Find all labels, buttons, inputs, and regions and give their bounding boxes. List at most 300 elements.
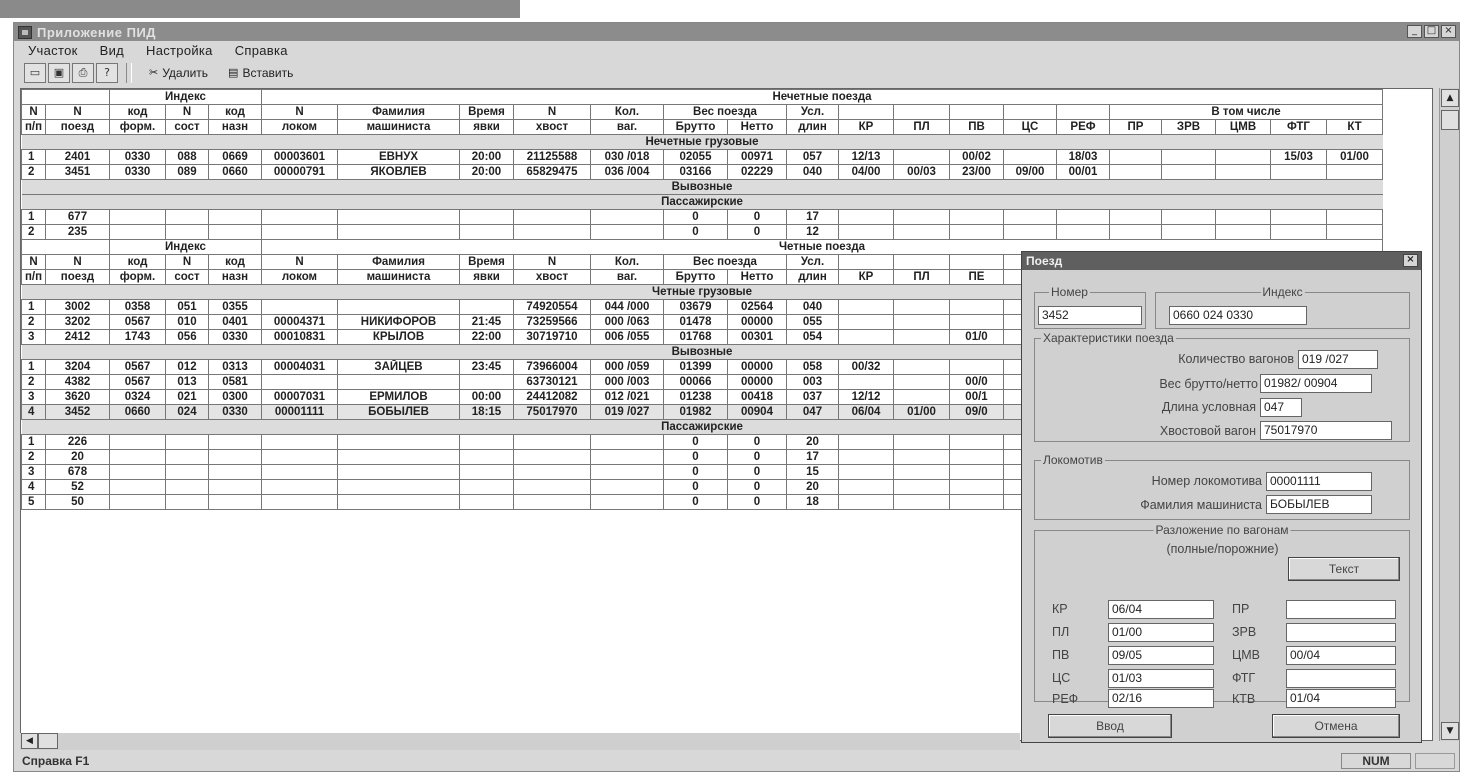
grid-cell[interactable]: 019 /027 <box>591 405 664 420</box>
header-cell[interactable]: N <box>166 105 209 120</box>
grid-cell[interactable] <box>894 375 950 390</box>
header-cell[interactable]: длин <box>787 270 839 285</box>
cs-field[interactable]: 01/03 <box>1108 669 1214 688</box>
grid-cell[interactable]: 1 <box>22 210 46 225</box>
open-icon[interactable]: ▭ <box>24 63 46 83</box>
grid-cell[interactable]: 030 /018 <box>591 150 664 165</box>
grid-cell[interactable] <box>110 435 166 450</box>
grid-cell[interactable] <box>839 315 894 330</box>
grid-cell[interactable]: 021 <box>166 390 209 405</box>
minimize-button[interactable]: _ <box>1407 25 1422 38</box>
header-cell[interactable]: явки <box>460 120 514 135</box>
grid-cell[interactable]: 3002 <box>46 300 110 315</box>
grid-cell[interactable] <box>894 360 950 375</box>
grid-cell[interactable] <box>950 435 1004 450</box>
header-cell[interactable]: КР <box>839 120 894 135</box>
grid-cell[interactable]: 22:00 <box>460 330 514 345</box>
section-title[interactable]: Нечетные грузовые <box>22 135 1383 150</box>
grid-cell[interactable] <box>166 210 209 225</box>
header-cell[interactable]: ПЕ <box>950 270 1004 285</box>
header-cell[interactable]: локом <box>262 120 338 135</box>
grid-cell[interactable] <box>1057 210 1110 225</box>
header-cell[interactable]: N <box>22 255 46 270</box>
grid-cell[interactable]: 5 <box>22 495 46 510</box>
header-cell[interactable]: N <box>166 255 209 270</box>
pl-field[interactable]: 01/00 <box>1108 623 1214 642</box>
grid-cell[interactable]: 0401 <box>209 315 262 330</box>
grid-cell[interactable] <box>110 225 166 240</box>
grid-cell[interactable]: 00000 <box>728 375 787 390</box>
grid-cell[interactable] <box>1216 210 1271 225</box>
grid-cell[interactable] <box>839 450 894 465</box>
menu-spravka[interactable]: Справка <box>234 42 288 58</box>
grid-cell[interactable]: 054 <box>787 330 839 345</box>
header-cell[interactable] <box>22 90 110 105</box>
grid-cell[interactable]: 0 <box>728 225 787 240</box>
grid-cell[interactable] <box>839 435 894 450</box>
grid-cell[interactable]: 0 <box>728 465 787 480</box>
grid-cell[interactable]: 0330 <box>209 330 262 345</box>
grid-cell[interactable]: 00/1 <box>950 390 1004 405</box>
grid-cell[interactable]: 012 <box>166 360 209 375</box>
header-cell[interactable]: Фамилия <box>338 255 460 270</box>
grid-cell[interactable]: 0 <box>664 495 728 510</box>
grid-cell[interactable]: 0355 <box>209 300 262 315</box>
grid-cell[interactable]: 003 <box>787 375 839 390</box>
grid-cell[interactable]: 01/00 <box>894 405 950 420</box>
grid-cell[interactable] <box>894 450 950 465</box>
grid-cell[interactable] <box>514 435 591 450</box>
header-cell[interactable]: N <box>262 105 338 120</box>
grid-cell[interactable]: 0 <box>664 480 728 495</box>
driver-field[interactable]: БОБЫЛЕВ <box>1266 495 1372 514</box>
header-cell[interactable]: п/п <box>22 120 46 135</box>
header-cell[interactable]: машиниста <box>338 270 460 285</box>
grid-cell[interactable]: 12/12 <box>839 390 894 405</box>
grid-cell[interactable] <box>1110 210 1162 225</box>
scroll-thumb[interactable] <box>1441 110 1459 130</box>
ref-field[interactable]: 02/16 <box>1108 689 1214 708</box>
header-cell[interactable]: N <box>262 255 338 270</box>
ftg-field[interactable] <box>1286 669 1396 688</box>
grid-cell[interactable]: 20:00 <box>460 165 514 180</box>
grid-cell[interactable] <box>338 495 460 510</box>
header-cell[interactable]: ЗРВ <box>1162 120 1216 135</box>
grid-cell[interactable] <box>166 465 209 480</box>
grid-cell[interactable]: 036 /004 <box>591 165 664 180</box>
header-cell[interactable]: Нетто <box>728 120 787 135</box>
grid-cell[interactable]: 3 <box>22 330 46 345</box>
header-cell[interactable] <box>839 255 894 270</box>
grid-cell[interactable]: 00004371 <box>262 315 338 330</box>
header-cell[interactable]: ФТГ <box>1271 120 1327 135</box>
section-title[interactable]: Пассажирские <box>22 420 1383 435</box>
grid-cell[interactable]: 677 <box>46 210 110 225</box>
header-cell[interactable]: Вес поезда <box>664 255 787 270</box>
grid-cell[interactable] <box>894 390 950 405</box>
grid-cell[interactable]: 0324 <box>110 390 166 405</box>
section-title[interactable]: Пассажирские <box>22 195 1383 210</box>
grid-cell[interactable]: НИКИФОРОВ <box>338 315 460 330</box>
grid-cell[interactable] <box>262 495 338 510</box>
grid-cell[interactable] <box>460 210 514 225</box>
grid-cell[interactable]: 20 <box>46 450 110 465</box>
header-cell[interactable]: код <box>110 255 166 270</box>
grid-cell[interactable] <box>950 360 1004 375</box>
grid-cell[interactable]: 0300 <box>209 390 262 405</box>
resize-grip[interactable] <box>1415 753 1455 769</box>
grid-cell[interactable] <box>262 450 338 465</box>
header-cell[interactable]: N <box>46 105 110 120</box>
grid-cell[interactable] <box>209 210 262 225</box>
grid-cell[interactable]: 0669 <box>209 150 262 165</box>
grid-cell[interactable]: 00007031 <box>262 390 338 405</box>
text-button[interactable]: Текст <box>1288 557 1400 581</box>
grid-cell[interactable] <box>1162 165 1216 180</box>
grid-cell[interactable] <box>894 465 950 480</box>
grid-cell[interactable] <box>950 480 1004 495</box>
grid-cell[interactable]: 047 <box>787 405 839 420</box>
grid-cell[interactable]: 20:00 <box>460 150 514 165</box>
grid-cell[interactable]: 0 <box>728 435 787 450</box>
grid-cell[interactable]: 20 <box>787 435 839 450</box>
grid-cell[interactable] <box>209 465 262 480</box>
menu-vid[interactable]: Вид <box>99 42 125 58</box>
grid-cell[interactable] <box>209 225 262 240</box>
menu-uchastok[interactable]: Участок <box>28 42 78 58</box>
grid-cell[interactable]: 20 <box>787 480 839 495</box>
grid-cell[interactable]: 21:45 <box>460 315 514 330</box>
grid-cell[interactable] <box>262 300 338 315</box>
grid-cell[interactable]: 1 <box>22 360 46 375</box>
grid-cell[interactable] <box>262 465 338 480</box>
grid-cell[interactable] <box>894 300 950 315</box>
grid-cell[interactable]: 006 /055 <box>591 330 664 345</box>
grid-cell[interactable]: ЗАЙЦЕВ <box>338 360 460 375</box>
grid-cell[interactable] <box>1327 165 1383 180</box>
grid-cell[interactable] <box>166 435 209 450</box>
length-field[interactable]: 047 <box>1260 398 1302 417</box>
grid-cell[interactable] <box>262 210 338 225</box>
section-title[interactable]: Четные грузовые <box>22 285 1383 300</box>
grid-cell[interactable] <box>894 435 950 450</box>
grid-cell[interactable] <box>591 480 664 495</box>
grid-cell[interactable]: 678 <box>46 465 110 480</box>
grid-cell[interactable] <box>166 495 209 510</box>
grid-cell[interactable] <box>894 225 950 240</box>
grid-cell[interactable] <box>950 450 1004 465</box>
grid-cell[interactable] <box>460 495 514 510</box>
vertical-scrollbar[interactable] <box>1439 88 1459 741</box>
grid-cell[interactable]: 00904 <box>728 405 787 420</box>
grid-cell[interactable] <box>338 480 460 495</box>
grid-cell[interactable]: 00/32 <box>839 360 894 375</box>
grid-cell[interactable]: 00/03 <box>894 165 950 180</box>
grid-cell[interactable]: 23:45 <box>460 360 514 375</box>
header-cell[interactable]: локом <box>262 270 338 285</box>
grid-cell[interactable]: 057 <box>787 150 839 165</box>
grid-cell[interactable]: 18/03 <box>1057 150 1110 165</box>
grid-cell[interactable] <box>839 375 894 390</box>
grid-cell[interactable]: 010 <box>166 315 209 330</box>
grid-cell[interactable]: 73259566 <box>514 315 591 330</box>
grid-cell[interactable] <box>460 435 514 450</box>
grid-cell[interactable]: 4 <box>22 405 46 420</box>
grid-cell[interactable]: 1 <box>22 150 46 165</box>
grid-cell[interactable]: 0 <box>728 495 787 510</box>
grid-cell[interactable]: 2 <box>22 315 46 330</box>
grid-cell[interactable] <box>1110 150 1162 165</box>
grid-cell[interactable]: 09/0 <box>950 405 1004 420</box>
grid-cell[interactable] <box>110 495 166 510</box>
header-cell[interactable]: явки <box>460 270 514 285</box>
grid-cell[interactable]: 013 <box>166 375 209 390</box>
grid-cell[interactable]: 0 <box>664 465 728 480</box>
horizontal-scrollbar[interactable] <box>20 733 1020 750</box>
grid-cell[interactable]: 00/02 <box>950 150 1004 165</box>
grid-cell[interactable]: 00/0 <box>950 375 1004 390</box>
grid-cell[interactable]: 00/01 <box>1057 165 1110 180</box>
header-cell[interactable]: Кол. <box>591 255 664 270</box>
grid-cell[interactable]: 18 <box>787 495 839 510</box>
grid-cell[interactable] <box>338 210 460 225</box>
grid-cell[interactable] <box>950 300 1004 315</box>
section-title[interactable]: Вывозные <box>22 345 1383 360</box>
header-cell[interactable]: хвост <box>514 270 591 285</box>
grid-cell[interactable] <box>338 465 460 480</box>
header-cell[interactable]: форм. <box>110 120 166 135</box>
header-cell[interactable]: Нетто <box>728 270 787 285</box>
grid-cell[interactable]: 00000 <box>728 315 787 330</box>
grid-cell[interactable] <box>514 480 591 495</box>
grid-cell[interactable] <box>839 465 894 480</box>
grid-cell[interactable]: 00301 <box>728 330 787 345</box>
ok-button[interactable]: Ввод <box>1048 714 1172 738</box>
grid-cell[interactable] <box>1162 210 1216 225</box>
grid-cell[interactable]: 0313 <box>209 360 262 375</box>
weight-field[interactable]: 01982/ 00904 <box>1260 374 1372 393</box>
header-cell[interactable] <box>894 255 950 270</box>
header-cell[interactable]: Время <box>460 105 514 120</box>
grid-cell[interactable]: ЕВНУХ <box>338 150 460 165</box>
grid-cell[interactable]: 01/0 <box>950 330 1004 345</box>
grid-cell[interactable]: 00003601 <box>262 150 338 165</box>
grid-cell[interactable]: 040 <box>787 300 839 315</box>
grid-cell[interactable] <box>460 225 514 240</box>
header-cell[interactable]: N <box>514 105 591 120</box>
grid-cell[interactable]: 00000 <box>728 360 787 375</box>
grid-cell[interactable]: 01982 <box>664 405 728 420</box>
grid-cell[interactable] <box>338 375 460 390</box>
grid-cell[interactable]: 2 <box>22 225 46 240</box>
grid-cell[interactable]: 226 <box>46 435 110 450</box>
grid-cell[interactable]: 18:15 <box>460 405 514 420</box>
grid-cell[interactable]: 65829475 <box>514 165 591 180</box>
grid-cell[interactable] <box>166 450 209 465</box>
grid-cell[interactable]: 00066 <box>664 375 728 390</box>
loco-number-field[interactable]: 00001111 <box>1266 472 1372 491</box>
header-cell[interactable]: Усл. <box>787 255 839 270</box>
header-index[interactable]: Индекс <box>110 90 262 105</box>
grid-cell[interactable] <box>460 375 514 390</box>
header-cell[interactable]: Время <box>460 255 514 270</box>
save-icon[interactable]: ▣ <box>48 63 70 83</box>
grid-cell[interactable]: 0330 <box>209 405 262 420</box>
grid-cell[interactable]: 21125588 <box>514 150 591 165</box>
zrv-field[interactable] <box>1286 623 1396 642</box>
grid-cell[interactable] <box>591 435 664 450</box>
grid-cell[interactable]: 17 <box>787 210 839 225</box>
grid-cell[interactable] <box>839 210 894 225</box>
header-cell[interactable]: назн <box>209 270 262 285</box>
insert-button[interactable] <box>219 63 302 83</box>
grid-cell[interactable]: 055 <box>787 315 839 330</box>
grid-cell[interactable] <box>209 435 262 450</box>
grid-cell[interactable] <box>514 450 591 465</box>
grid-cell[interactable] <box>110 210 166 225</box>
header-cell[interactable]: п/п <box>22 270 46 285</box>
grid-cell[interactable]: 0 <box>728 480 787 495</box>
grid-cell[interactable]: 23/00 <box>950 165 1004 180</box>
grid-cell[interactable]: 1 <box>22 300 46 315</box>
grid-cell[interactable] <box>262 435 338 450</box>
grid-cell[interactable]: 0660 <box>110 405 166 420</box>
grid-cell[interactable] <box>514 495 591 510</box>
grid-cell[interactable]: 056 <box>166 330 209 345</box>
grid-cell[interactable]: 0567 <box>110 315 166 330</box>
grid-cell[interactable]: 235 <box>46 225 110 240</box>
grid-cell[interactable] <box>1216 165 1271 180</box>
grid-cell[interactable] <box>591 210 664 225</box>
header-cell[interactable] <box>1057 105 1110 120</box>
help-icon[interactable]: ? <box>96 63 118 83</box>
grid-cell[interactable]: 09/00 <box>1004 165 1057 180</box>
grid-cell[interactable] <box>262 375 338 390</box>
header-cell[interactable] <box>839 105 894 120</box>
grid-cell[interactable]: 01478 <box>664 315 728 330</box>
grid-cell[interactable]: 0 <box>664 435 728 450</box>
header-cell[interactable]: форм. <box>110 270 166 285</box>
scroll-left-icon[interactable]: ◀ <box>21 733 38 749</box>
grid-cell[interactable] <box>1216 150 1271 165</box>
grid-cell[interactable]: 0660 <box>209 165 262 180</box>
grid-cell[interactable]: 058 <box>787 360 839 375</box>
grid-cell[interactable]: 0330 <box>110 150 166 165</box>
grid-cell[interactable] <box>894 480 950 495</box>
header-cell[interactable]: ваг. <box>591 120 664 135</box>
grid-cell[interactable]: 00418 <box>728 390 787 405</box>
grid-cell[interactable] <box>110 450 166 465</box>
grid-cell[interactable]: 01238 <box>664 390 728 405</box>
scroll-down-icon[interactable]: ▼ <box>1441 722 1459 740</box>
grid-cell[interactable] <box>591 495 664 510</box>
maximize-button[interactable]: □ <box>1424 25 1439 38</box>
table-row[interactable] <box>22 165 1383 180</box>
grid-cell[interactable]: 4382 <box>46 375 110 390</box>
grid-cell[interactable] <box>1271 225 1327 240</box>
grid-cell[interactable]: 3451 <box>46 165 110 180</box>
grid-cell[interactable]: 17 <box>787 450 839 465</box>
grid-cell[interactable]: 15/03 <box>1271 150 1327 165</box>
grid-cell[interactable]: 0567 <box>110 360 166 375</box>
dialog-close-icon[interactable]: × <box>1403 254 1418 267</box>
grid-cell[interactable]: 12/13 <box>839 150 894 165</box>
header-cell[interactable] <box>22 240 110 255</box>
grid-cell[interactable]: 0 <box>664 210 728 225</box>
header-cell[interactable]: ЦС <box>1004 120 1057 135</box>
grid-cell[interactable]: 01/00 <box>1327 150 1383 165</box>
header-cell[interactable]: длин <box>787 120 839 135</box>
grid-cell[interactable] <box>839 300 894 315</box>
grid-cell[interactable]: 2401 <box>46 150 110 165</box>
scroll-up-icon[interactable]: ▲ <box>1441 89 1459 107</box>
grid-cell[interactable]: БОБЫЛЕВ <box>338 405 460 420</box>
grid-cell[interactable] <box>894 315 950 330</box>
grid-cell[interactable] <box>1004 210 1057 225</box>
ktv-field[interactable]: 01/04 <box>1286 689 1396 708</box>
grid-cell[interactable]: 089 <box>166 165 209 180</box>
grid-cell[interactable]: 3452 <box>46 405 110 420</box>
grid-cell[interactable]: 3620 <box>46 390 110 405</box>
grid-cell[interactable] <box>1162 150 1216 165</box>
grid-cell[interactable] <box>1004 225 1057 240</box>
grid-cell[interactable]: 012 /021 <box>591 390 664 405</box>
grid-cell[interactable] <box>1271 210 1327 225</box>
grid-cell[interactable] <box>262 480 338 495</box>
grid-cell[interactable] <box>839 330 894 345</box>
grid-cell[interactable]: 00010831 <box>262 330 338 345</box>
grid-cell[interactable]: 24412082 <box>514 390 591 405</box>
pr-field[interactable] <box>1286 600 1396 619</box>
grid-cell[interactable]: 1 <box>22 435 46 450</box>
header-cell[interactable]: сост <box>166 270 209 285</box>
header-index[interactable]: Индекс <box>110 240 262 255</box>
grid-cell[interactable] <box>514 210 591 225</box>
grid-cell[interactable]: ЯКОВЛЕВ <box>338 165 460 180</box>
header-cell[interactable]: код <box>110 105 166 120</box>
grid-cell[interactable]: 2 <box>22 375 46 390</box>
grid-cell[interactable] <box>166 480 209 495</box>
grid-cell[interactable]: 50 <box>46 495 110 510</box>
header-cell[interactable]: КТ <box>1327 120 1383 135</box>
kr-field[interactable]: 06/04 <box>1108 600 1214 619</box>
header-cell[interactable]: код <box>209 255 262 270</box>
grid-cell[interactable] <box>839 495 894 510</box>
header-cell[interactable]: ПР <box>1110 120 1162 135</box>
grid-cell[interactable]: 0 <box>728 450 787 465</box>
grid-cell[interactable] <box>460 300 514 315</box>
grid-cell[interactable] <box>950 465 1004 480</box>
grid-cell[interactable] <box>894 150 950 165</box>
grid-cell[interactable] <box>338 300 460 315</box>
grid-cell[interactable]: 0358 <box>110 300 166 315</box>
cars-field[interactable]: 019 /027 <box>1298 350 1378 369</box>
header-title[interactable]: Четные поезда <box>262 240 1383 255</box>
grid-cell[interactable]: 15 <box>787 465 839 480</box>
grid-cell[interactable] <box>591 225 664 240</box>
grid-cell[interactable]: 73966004 <box>514 360 591 375</box>
grid-cell[interactable] <box>338 435 460 450</box>
grid-cell[interactable]: 52 <box>46 480 110 495</box>
grid-cell[interactable]: 4 <box>22 480 46 495</box>
header-cell[interactable]: машиниста <box>338 120 460 135</box>
grid-cell[interactable]: 3 <box>22 465 46 480</box>
delete-button[interactable] <box>140 63 217 83</box>
tail-field[interactable]: 75017970 <box>1260 421 1392 440</box>
grid-cell[interactable]: 2412 <box>46 330 110 345</box>
grid-cell[interactable]: 0 <box>664 450 728 465</box>
table-row[interactable] <box>22 225 1383 240</box>
